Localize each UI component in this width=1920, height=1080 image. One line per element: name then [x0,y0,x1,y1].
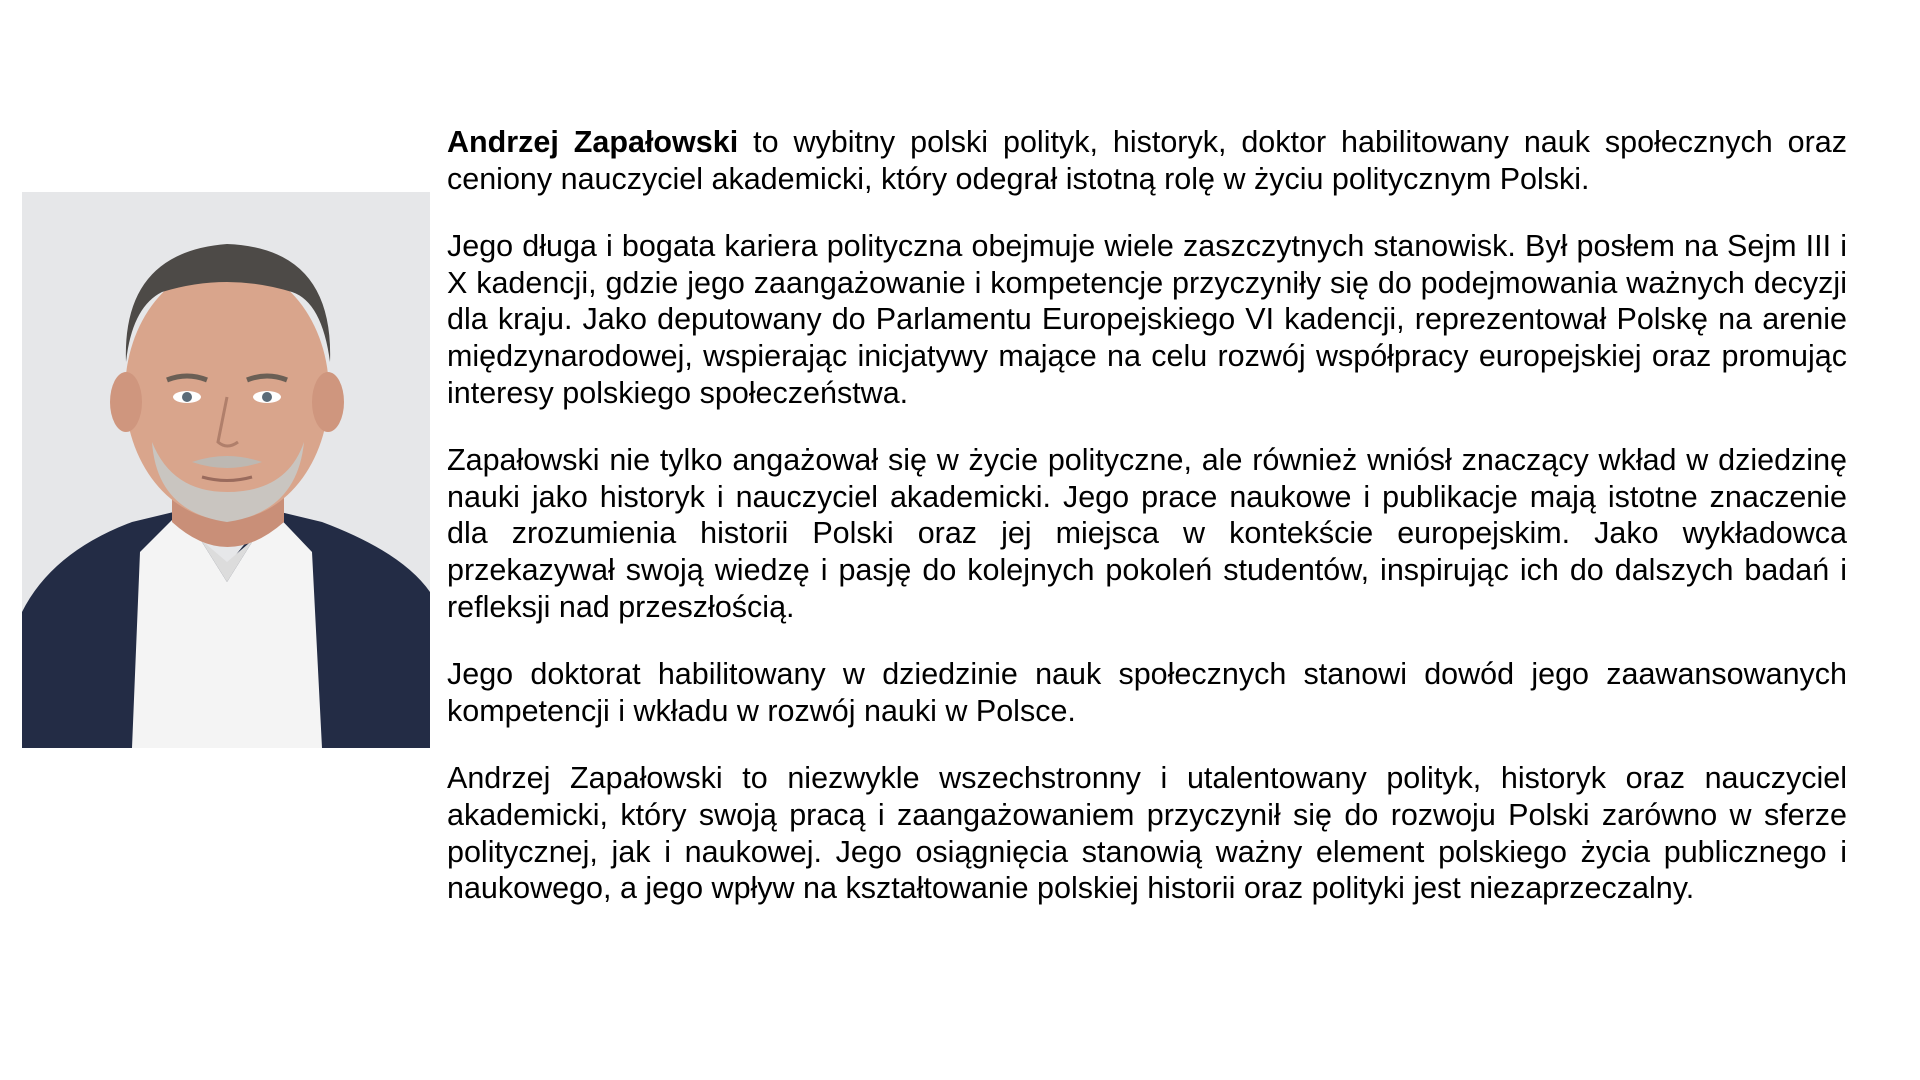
bio-paragraph-4: Jego doktorat habilitowany w dziedzinie nauk społecznych stanowi dowód jego zaawansowanych kompetencji i wkładu w rozwój nauki w Polsce. [447,657,1847,728]
portrait-illustration [22,192,430,748]
bio-intro-text: to wybitny polski polityk, historyk, doktor habilitowany nauk społecznych oraz ceniony nauczyciel akademicki, który odegrał istotną rolę w życiu politycznym Polski. [447,125,1847,196]
bio-paragraph-2: Jego długa i bogata kariera polityczna obejmuje wiele zaszczytnych stanowisk. Był posłem na Sejm III i X kadencji, gdzie jego zaangażowanie i kompetencje przyczyniły się do podejmowania ważnych decyzji dla kraju. Jako deputowany do Parlamentu Europejskiego VI kadencji, reprezentował Polskę na arenie międzynarodowej, wspierając inicjatywy mające na celu rozwój współpracy europejskiej oraz promując interesy polskiego społeczeństwa. [447,229,1847,410]
biography-text [447,124,1847,938]
portrait-photo [22,192,430,748]
bio-paragraph-5: Andrzej Zapałowski to niezwykle wszechstronny i utalentowany polityk, historyk oraz nauczyciel akademicki, który swoją pracą i zaangażowaniem przyczynił się do rozwoju Polski zarówno w sferze politycznej, jak i naukowej. Jego osiągnięcia stanowią ważny element polskiego życia publicznego i naukowego, a jego wpływ na kształtowanie polskiej historii oraz polityki jest niezaprzeczalny. [447,761,1847,906]
bio-paragraph-3: Zapałowski nie tylko angażował się w życie polityczne, ale również wniósł znaczący wkład w dziedzinę nauki jako historyk i nauczyciel akademicki. Jego prace naukowe i publikacje mają istotne znaczenie dla zrozumienia historii Polski oraz jej miejsca w kontekście europejskim. Jako wykładowca przekazywał swoją wiedzę i pasję do kolejnych pokoleń studentów, inspirując ich do dalszych badań i refleksji nad przeszłością. [447,443,1847,624]
bio-paragraph-1 [447,124,1847,197]
person-name: Andrzej Zapałowski [447,125,739,159]
